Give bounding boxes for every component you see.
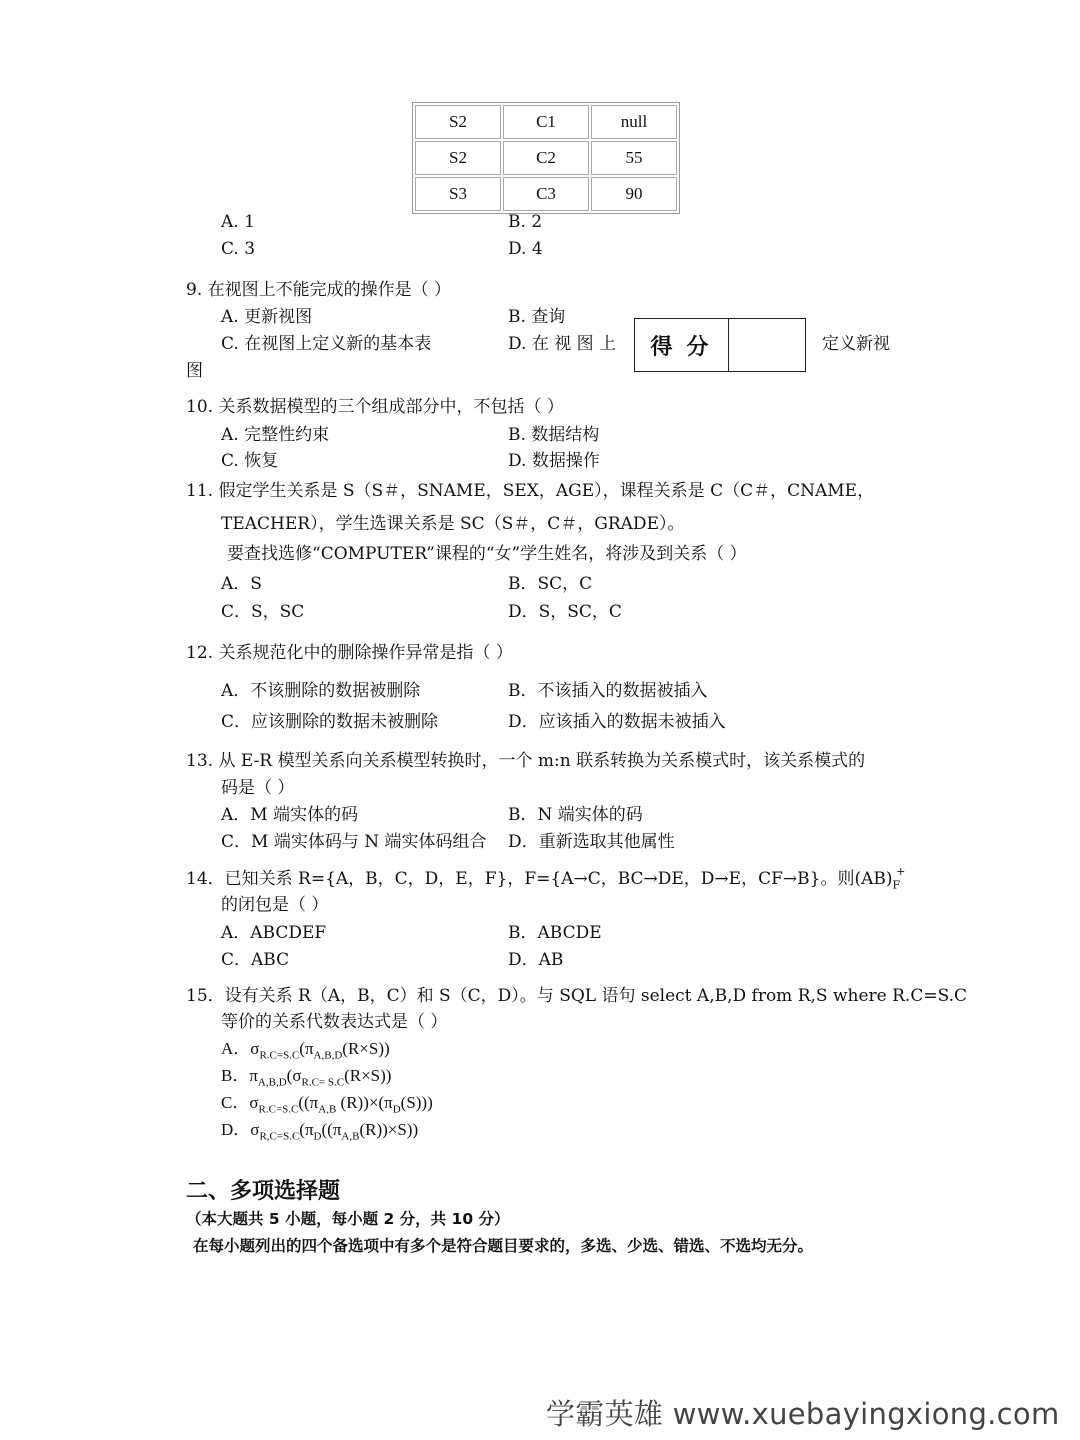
formula-part: D．σ <box>221 1120 260 1139</box>
score-box <box>634 318 806 372</box>
formula-sub: R.C= S.C <box>301 1076 345 1089</box>
q10-option-d: D. 数据操作 <box>508 451 600 471</box>
formula-part: ((π <box>298 1093 319 1112</box>
formula-sub: R.C=S.C <box>258 1103 299 1116</box>
formula-part: (R×S)) <box>344 1066 392 1085</box>
q12-option-c: C．应该删除的数据未被删除 <box>221 712 439 732</box>
q9-stem: 9. 在视图上不能完成的操作是（ ） <box>186 280 452 300</box>
q10-option-a: A. 完整性约束 <box>221 425 330 445</box>
q8-option-a: A. 1 <box>221 212 255 232</box>
q11-line3: 要查找选修“COMPUTER”课程的“女”学生姓名，将涉及到关系（ ） <box>227 544 747 564</box>
table-cell: 90 <box>591 177 677 211</box>
formula-sub: A,B,D <box>313 1049 343 1062</box>
q13-line1: 13. 从 E-R 模型关系向关系模型转换时，一个 m:n 联系转换为关系模式时，该关系模式的 <box>186 751 866 771</box>
q15-option-d <box>221 1115 418 1142</box>
formula-part: (S))) <box>400 1093 433 1112</box>
score-box-label: 得分 <box>635 319 729 371</box>
q12-stem: 12. 关系规范化中的删除操作异常是指（ ） <box>186 643 513 663</box>
q15-line2: 等价的关系代数表达式是（ ） <box>221 1012 448 1032</box>
q9-option-d-cont: 定义新视 <box>822 334 890 354</box>
q14-option-d: D．AB <box>508 950 564 970</box>
q13-option-c: C．M 端实体码与 N 端实体码组合 <box>221 832 487 852</box>
formula-part: (R))×S)) <box>359 1120 419 1139</box>
q8-option-d: D. 4 <box>508 239 543 259</box>
formula-sub: D <box>313 1130 322 1143</box>
q13-option-a: A．M 端实体的码 <box>221 805 359 825</box>
q15-option-a <box>221 1034 390 1061</box>
q14-option-a: A．ABCDEF <box>221 923 327 943</box>
q12-option-a: A．不该删除的数据被删除 <box>221 681 421 701</box>
q9-option-a: A. 更新视图 <box>221 307 313 327</box>
formula-part: (R×S)) <box>342 1039 390 1058</box>
q10-option-b: B. 数据结构 <box>508 425 600 445</box>
q14-option-c: C．ABC <box>221 950 290 970</box>
q15-option-c <box>221 1088 433 1115</box>
q14-superscript: + <box>896 865 906 878</box>
q9-option-b: B. 查询 <box>508 307 566 327</box>
q9-option-d: D. 在 视 图 上 <box>508 334 617 354</box>
q10-stem: 10. 关系数据模型的三个组成部分中，不包括（ ） <box>186 397 564 417</box>
formula-part: (π <box>299 1120 314 1139</box>
q14-stem: 14．已知关系 R={A，B，C，D，E，F}，F={A→C，BC→DE，D→E，CF→B}。则(AB) <box>186 869 893 889</box>
q14-subscript: F <box>892 878 901 892</box>
table-cell: S2 <box>415 141 501 175</box>
formula-sub: D <box>392 1103 401 1116</box>
formula-part: (σ <box>286 1066 302 1085</box>
q13-option-b: B．N 端实体的码 <box>508 805 643 825</box>
formula-sub: A,B <box>318 1103 337 1116</box>
watermark-footer: 学霸英雄 www.xuebayingxiong.com <box>546 1397 1060 1431</box>
section-note: （本大题共 5 小题，每小题 2 分，共 10 分） <box>186 1210 510 1228</box>
q10-option-c: C. 恢复 <box>221 451 279 471</box>
formula-part: B．π <box>221 1066 258 1085</box>
formula-part: (π <box>299 1039 314 1058</box>
formula-part: C．σ <box>221 1093 259 1112</box>
table-row <box>415 177 677 211</box>
q11-line1: 11. 假定学生关系是 S（S＃，SNAME，SEX，AGE），课程关系是 C（C＃，CNAME， <box>186 481 875 501</box>
q8-option-b: B. 2 <box>508 212 543 232</box>
q8-option-c: C. 3 <box>221 239 256 259</box>
table-cell: null <box>591 105 677 139</box>
q11-option-d: D．S，SC，C <box>508 602 622 622</box>
q9-option-c: C. 在视图上定义新的基本表 <box>221 334 432 354</box>
table-cell: C2 <box>503 141 589 175</box>
q12-option-b: B．不该插入的数据被插入 <box>508 681 708 701</box>
formula-sub: A,B <box>341 1130 360 1143</box>
q15-line1: 15．设有关系 R（A，B，C）和 S（C，D）。与 SQL 语句 select A,B,D from R,S where R.C=S.C <box>186 986 968 1006</box>
score-box-value[interactable] <box>729 319 805 371</box>
table-cell: S3 <box>415 177 501 211</box>
q11-line2: TEACHER），学生选课关系是 SC（S＃，C＃，GRADE）。 <box>221 514 685 534</box>
table-cell: C3 <box>503 177 589 211</box>
formula-sub: A,B,D <box>257 1076 287 1089</box>
q14-line1 <box>186 864 905 891</box>
table-row <box>415 105 677 139</box>
q14-line2: 的闭包是（ ） <box>221 895 329 915</box>
q11-option-a: A．S <box>221 574 262 594</box>
section-title: 二、多项选择题 <box>186 1179 341 1204</box>
table-cell: S2 <box>415 105 501 139</box>
formula-sub: R.C=S.C <box>259 1049 300 1062</box>
grade-table <box>412 102 680 214</box>
formula-part: (R))×(π <box>336 1093 393 1112</box>
formula-sub: R,C=S.C <box>259 1130 300 1143</box>
table-row <box>415 141 677 175</box>
section-instruction: 在每小题列出的四个备选项中有多个是符合题目要求的，多选、少选、错选、不选均无分。 <box>193 1237 814 1255</box>
q13-option-d: D．重新选取其他属性 <box>508 832 675 852</box>
q12-option-d: D．应该插入的数据未被插入 <box>508 712 726 732</box>
formula-part: ((π <box>321 1120 342 1139</box>
q11-option-c: C．S，SC <box>221 602 305 622</box>
q9-option-d-wrap: 图 <box>186 361 203 381</box>
formula-part: A．σ <box>221 1039 260 1058</box>
table-cell: 55 <box>591 141 677 175</box>
q11-option-b: B．SC，C <box>508 574 593 594</box>
q14-option-b: B．ABCDE <box>508 923 602 943</box>
q15-option-b <box>221 1061 391 1088</box>
table-cell: C1 <box>503 105 589 139</box>
q13-line2: 码是（ ） <box>221 778 295 798</box>
